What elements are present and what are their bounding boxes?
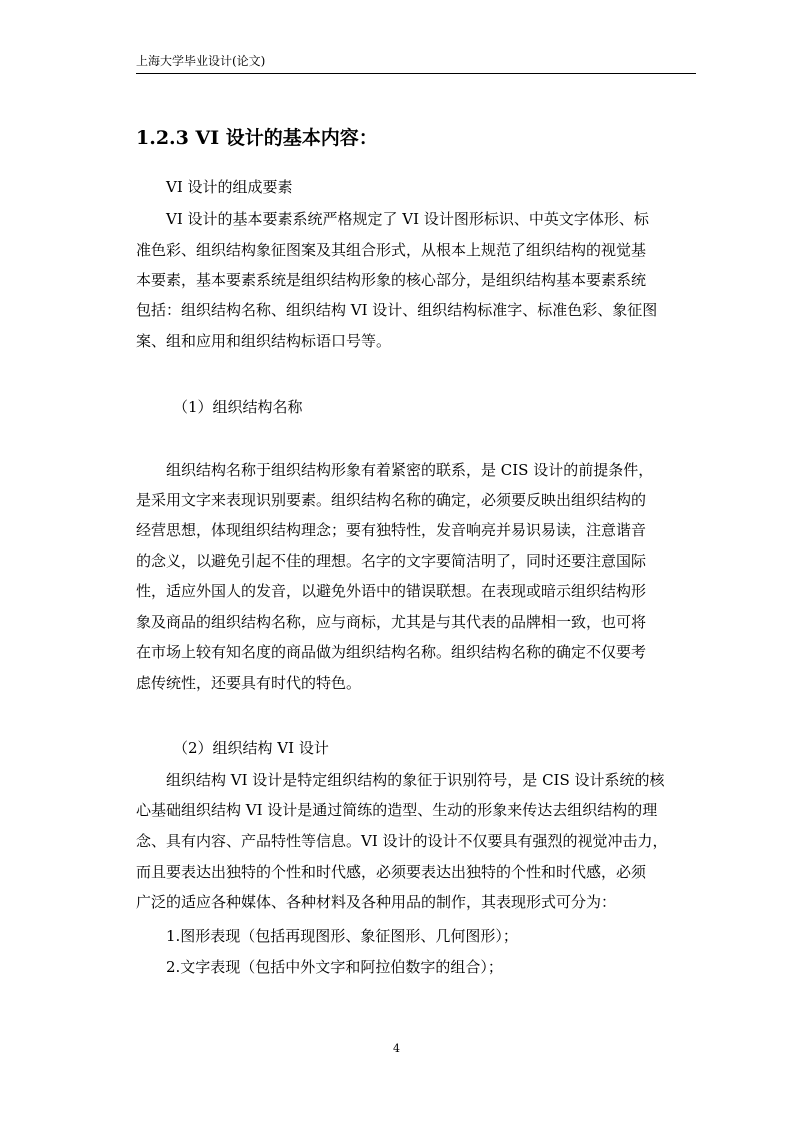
paragraph-line: 经营思想，体现组织结构理念；要有独特性，发音响亮并易识易读，注意谐音 [136,521,647,539]
paragraph-line: 案、组和应用和组织结构标语口号等。 [136,332,392,350]
paragraph-line: 组织结构 VI 设计是特定组织结构的象征于识别符号，是 CIS 设计系统的核 [166,771,665,789]
running-header: 上海大学毕业设计(论文) [136,54,266,68]
paragraph-line: 而且要表达出独特的个性和时代感，必须要表达出独特的个性和时代感，必须 [136,863,647,881]
paragraph-line: 的念义，以避免引起不佳的理想。名字的文字要简洁明了，同时还要注意国际 [136,552,647,570]
subsection-title-2: （2）组织结构 VI 设计 [173,739,329,757]
paragraph-line: 象及商品的组织结构名称，应与商标，尤其是与其代表的品牌相一致，也可将 [136,613,647,631]
paragraph-line: 是采用文字来表现识别要素。组织结构名称的确定，必须要反映出组织结构的 [136,491,647,509]
paragraph-line: 虑传统性，还要具有时代的特色。 [136,674,362,692]
paragraph-line: 性，适应外国人的发音，以避免外语中的错误联想。在表现或暗示组织结构形 [136,582,647,600]
paragraph-line: 准色彩、组织结构象征图案及其组合形式，从根本上规范了组织结构的视觉基 [136,241,647,259]
header-rule [136,73,696,74]
paragraph-line: 心基础组织结构 VI 设计是通过简练的造型、生动的形象来传达去组织结构的理 [136,801,658,819]
list-item: 2.文字表现（包括中外文字和阿拉伯数字的组合）； [166,958,503,976]
page-number: 4 [393,1042,400,1055]
paragraph-line: 本要素，基本要素系统是组织结构形象的核心部分，是组织结构基本要素系统 [136,271,647,289]
section-subtitle: VI 设计的组成要素 [166,178,293,196]
paragraph-line: 组织结构名称于组织结构形象有着紧密的联系，是 CIS 设计的前提条件， [166,461,654,479]
subsection-title-1: （1）组织结构名称 [173,398,303,416]
paragraph-line: VI 设计的基本要素系统严格规定了 VI 设计图形标识、中英文字体形、标 [166,210,649,228]
list-item: 1.图形表现（包括再现图形、象征图形、几何图形）； [166,927,518,945]
paragraph-line: 包括：组织结构名称、组织结构 VI 设计、组织结构标准字、标准色彩、象征图 [136,301,658,319]
paragraph-line: 广泛的适应各种媒体、各种材料及各种用品的制作，其表现形式可分为： [136,893,617,911]
section-heading: 1.2.3 VI 设计的基本内容： [136,127,378,149]
paragraph-line: 念、具有内容、产品特性等信息。VI 设计的设计不仅要具有强烈的视觉冲击力， [136,832,668,850]
paragraph-line: 在市场上较有知名度的商品做为组织结构名称。组织结构名称的确定不仅要考 [136,643,647,661]
